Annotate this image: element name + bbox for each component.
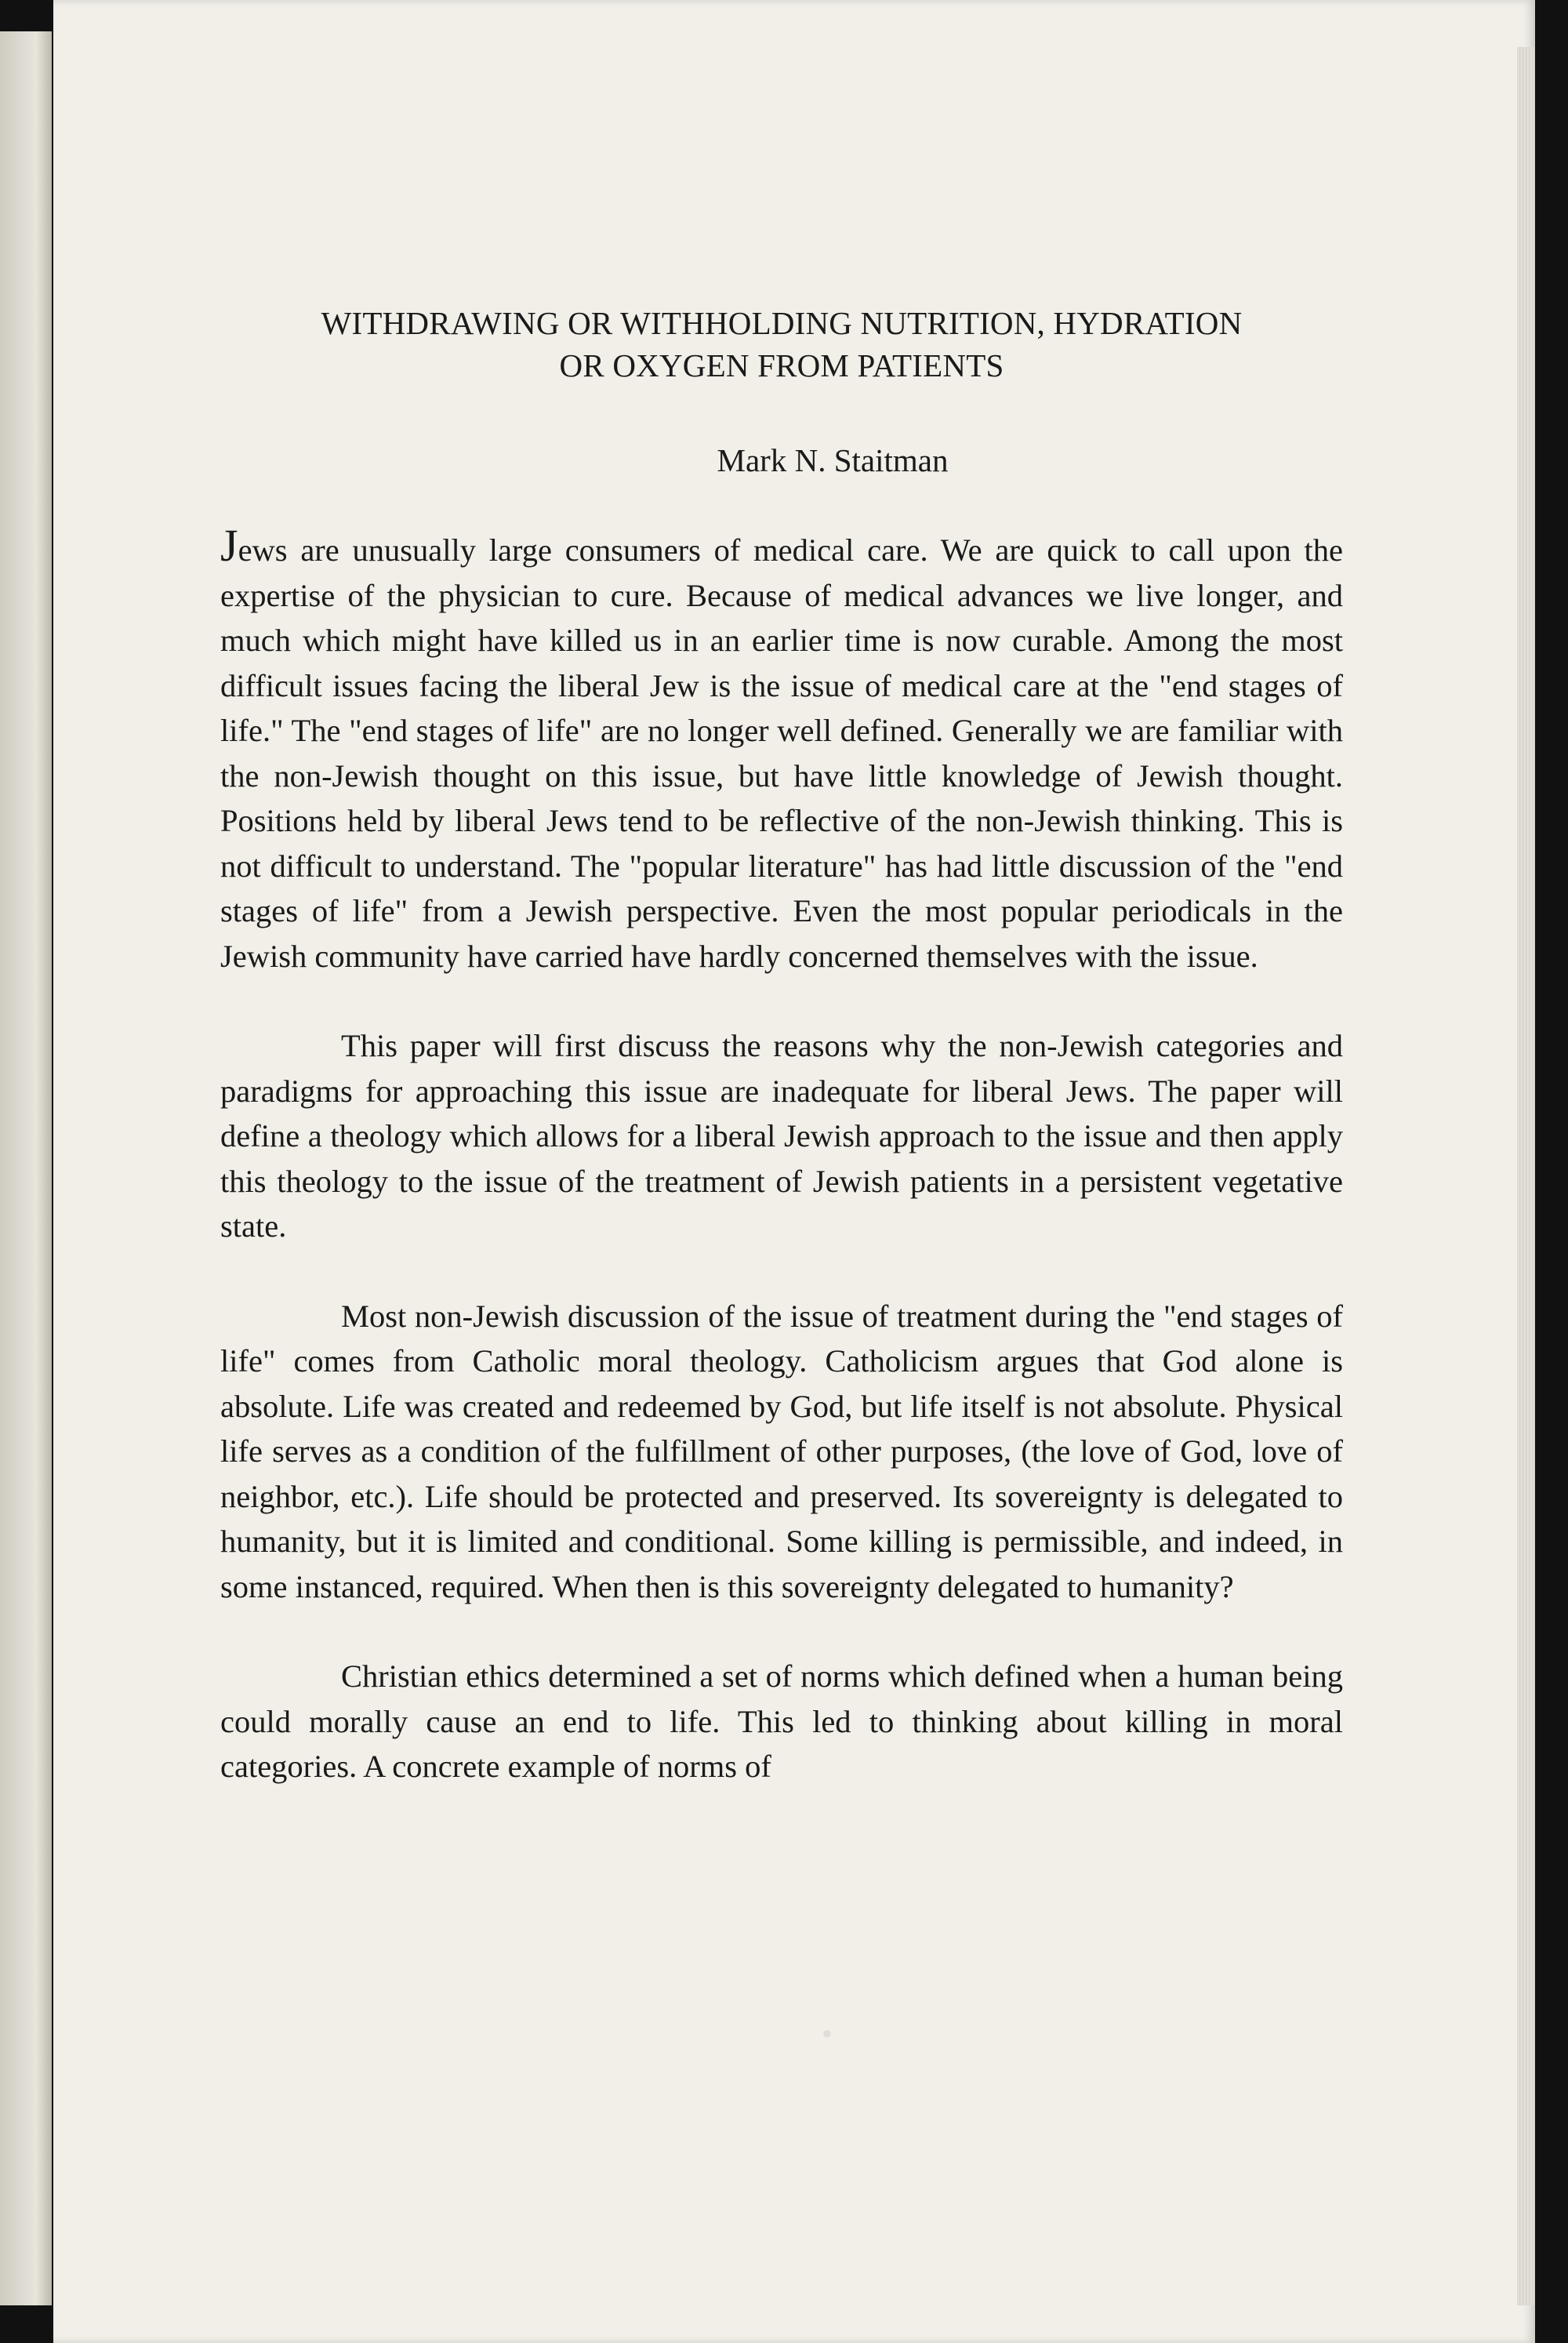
bleed-through-mark: •	[822, 2016, 833, 2051]
article	[220, 302, 1343, 1789]
paragraph-3: Most non-Jewish discussion of the issue of treatment during the "end stages of life" comes from Catholic moral theology. Catholicism argues that God alone is absolute. Life was created and redeemed by God, but life itself is not absolute. Physical life serves as a condition of the fulfillment of other purposes, (the love of God, love of neighbor, etc.). Life should be protected and preserved. Its sovereignty is delegated to humanity, but it is limited and conditional. Some killing is permissible, and indeed, in some instanced, required. When then is this sovereignty delegated to humanity?	[220, 1298, 1343, 1604]
author-name: Mark N. Staitman	[717, 442, 949, 478]
article-title	[220, 302, 1343, 387]
page-stack-edge	[1517, 47, 1534, 2305]
paragraph-1-text: ews are unusually large consumers of medical care. We are quick to call upon the expertise of the physician to cure. Because of medical advances we live longer, and much which might have killed us in an earlier time is now curable. Among the most difficult issues facing the liberal Jew is the issue of medical care at the "end stages of life." The "end stages of life" are no longer well defined. Generally we are familiar with the non-Jewish thought on this issue, but have little knowledge of Jewish thought. Positions held by liberal Jews tend to be reflective of the non-Jewish thinking. This is not difficult to understand. The "popular literature" has had little discussion of the "end stages of life" from a Jewish perspective. Even the most popular periodicals in the Jewish community have carried have hardly concerned themselves with the issue.	[220, 532, 1343, 974]
paragraph-4: Christian ethics determined a set of norms which defined when a human being could morally cause an end to life. This led to thinking about killing in moral categories. A concrete example of norms of	[220, 1658, 1343, 1784]
previous-page-edge	[0, 31, 52, 2305]
title-line-1: WITHDRAWING OR WITHHOLDING NUTRITION, HYDRATION	[321, 305, 1243, 341]
paragraph-2: This paper will first discuss the reasons why the non-Jewish categories and paradigms for approaching this issue are inadequate for liberal Jews. The paper will define a theology which allows for a liberal Jewish approach to the issue and then apply this theology to the issue of the treatment of Jewish patients in a persistent vegetative state.	[220, 1028, 1343, 1244]
paragraph-1	[220, 520, 1343, 979]
title-line-2: OR OXYGEN FROM PATIENTS	[559, 347, 1004, 383]
drop-cap: J	[220, 520, 238, 571]
